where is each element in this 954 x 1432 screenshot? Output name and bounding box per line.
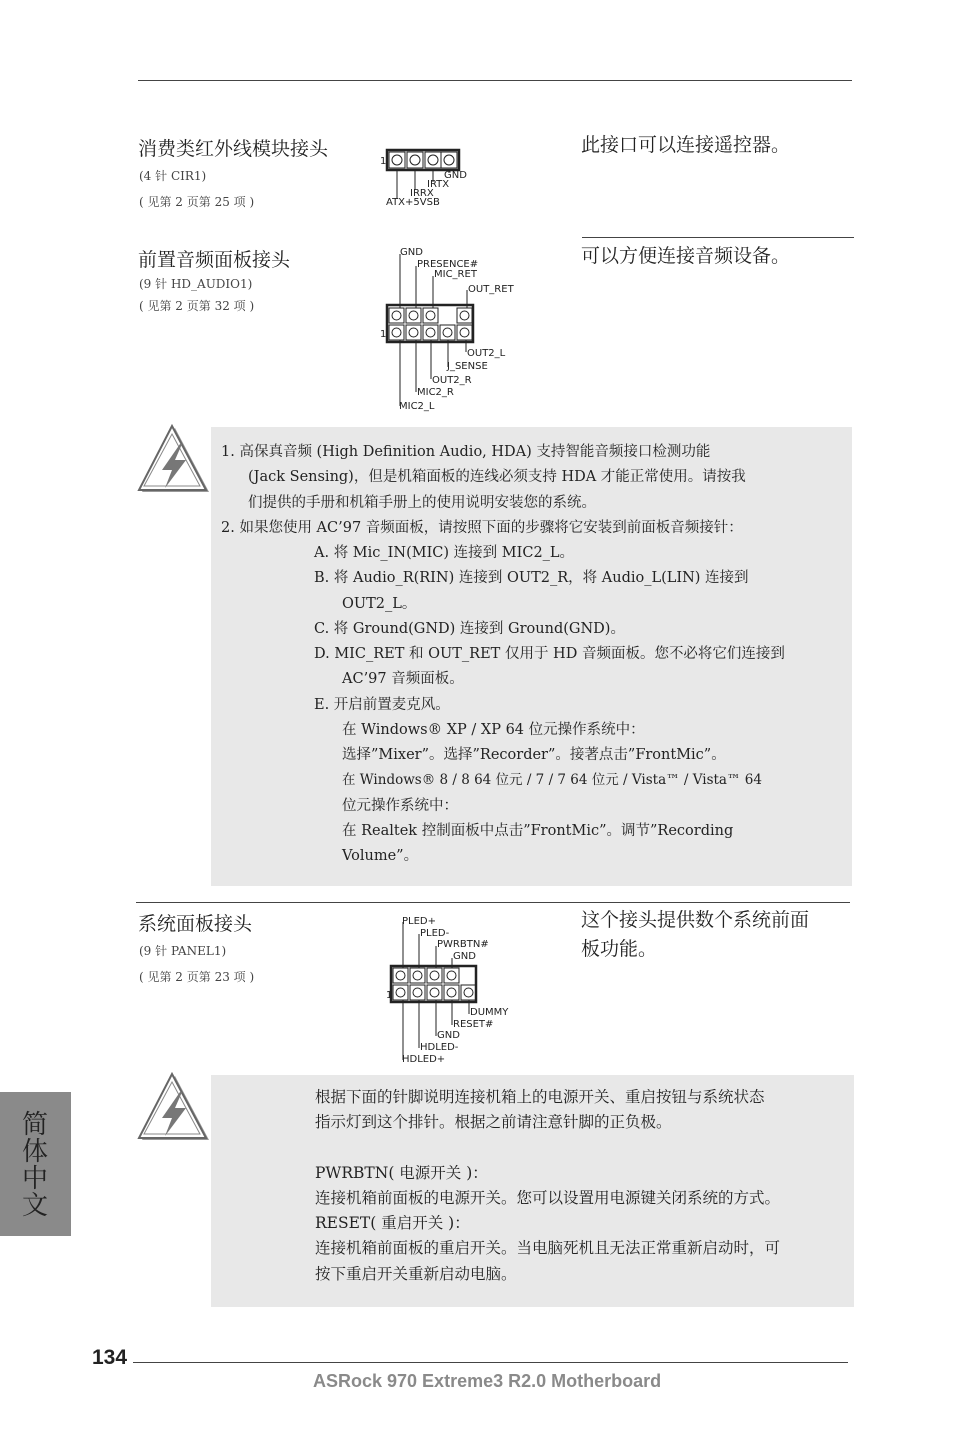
audio-note-line: 选择”Mixer”。选择”Recorder”。接著点击”FrontMic”。	[342, 747, 726, 763]
ir-header-title: 消费类红外线模块接头	[138, 138, 329, 160]
panel-desc-line: 板功能。	[581, 938, 658, 960]
audio-gnd-label: GND	[400, 247, 423, 258]
ir-atx-label: ATX+5VSB	[386, 197, 440, 208]
panel-reset-label: RESET#	[453, 1019, 494, 1030]
audio-note-line: 在 Realtek 控制面板中点击”FrontMic”。调节”Recording	[342, 823, 734, 839]
panel-note-line: 按下重启开关重新启动电脑。	[315, 1265, 517, 1283]
audio-out2-r-label: OUT2_R	[432, 375, 472, 386]
audio-note-line: 1. 高保真音频 (High Definition Audio, HDA) 支持智能音频接口检测功能	[221, 444, 711, 460]
audio-note-line: 2. 如果您使用 AC’97 音频面板，请按照下面的步骤将它安装到前面板音频接针：	[221, 520, 743, 536]
panel-note-line: RESET( 重启开关 )：	[315, 1214, 470, 1232]
audio-rule	[582, 237, 854, 238]
panel-header-pins: (9 针 PANEL1)	[139, 944, 227, 958]
panel-note-line: 指示灯到这个排针。根据之前请注意针脚的正负极。	[315, 1113, 672, 1131]
audio-mic2-r-label: MIC2_R	[417, 387, 454, 398]
ir-irrx-label: IRRX	[410, 188, 434, 199]
ir-gnd-label: GND	[444, 170, 467, 181]
audio-out2-l-label: OUT2_L	[467, 348, 506, 359]
audio-header-pins: (9 针 HD_AUDIO1)	[139, 277, 253, 291]
audio-note-line: 在 Windows® 8 / 8 64 位元 / 7 / 7 64 位元 / Vista™ / Vista™ 64	[342, 772, 762, 788]
panel-note-line: PWRBTN( 电源开关 )：	[315, 1164, 488, 1182]
audio-mic2-l-label: MIC2_L	[399, 401, 435, 412]
audio-note-line: C. 将 Ground(GND) 连接到 Ground(GND)。	[314, 621, 625, 637]
audio-j-sense-label: J_SENSE	[447, 361, 488, 372]
top-rule	[138, 80, 852, 81]
footer-product-name: ASRock 970 Extreme3 R2.0 Motherboard	[313, 1371, 662, 1391]
audio-pin-diagram	[378, 244, 528, 414]
panel-dummy-label: DUMMY	[470, 1007, 509, 1018]
audio-note-line: 在 Windows® XP / XP 64 位元操作系统中：	[342, 722, 645, 738]
panel-header-ref: ( 见第 2 页第 23 项 )	[139, 970, 255, 984]
panel-header-title: 系统面板接头	[138, 913, 253, 935]
panel-rule	[136, 902, 850, 903]
audio-note-line: E. 开启前置麦克风。	[314, 697, 450, 713]
panel-note-line: 连接机箱前面板的电源开关。您可以设置用电源键关闭系统的方式。	[315, 1189, 781, 1207]
audio-note-line: 们提供的手册和机箱手册上的使用说明安装您的系统。	[248, 495, 596, 511]
warning-icon	[136, 1072, 212, 1144]
audio-pin1-label: 1	[380, 329, 387, 340]
audio-note-line: A. 将 Mic_IN(MIC) 连接到 MIC2_L。	[314, 545, 575, 561]
panel-pwrbtn-label: PWRBTN#	[437, 939, 489, 950]
ir-pin1-label: 1	[380, 156, 387, 167]
ir-irtx-label: IRTX	[427, 179, 450, 190]
language-tab-label: 简体中文	[22, 1110, 49, 1221]
audio-note-line: AC’97 音频面板。	[342, 671, 464, 687]
panel-hdled-p-label: HDLED+	[402, 1054, 446, 1065]
audio-header-ref: ( 见第 2 页第 32 项 )	[139, 299, 255, 313]
panel-pled-p-label: PLED+	[402, 916, 436, 927]
page-number: 134	[92, 1346, 128, 1369]
panel-pled-n-label: PLED-	[420, 928, 450, 939]
panel-pin-diagram	[380, 910, 520, 1065]
audio-header-desc: 可以方便连接音频设备。	[581, 245, 791, 267]
audio-mic-ret-label: MIC_RET	[434, 269, 477, 280]
ir-header-ref: ( 见第 2 页第 25 项 )	[139, 195, 255, 209]
panel-hdled-n-label: HDLED-	[420, 1042, 459, 1053]
audio-note-line: Volume”。	[342, 848, 419, 864]
ir-header-desc: 此接口可以连接遥控器。	[581, 134, 791, 156]
panel-gnd-label: GND	[453, 951, 476, 962]
panel-header-desc	[581, 906, 809, 964]
panel-note-line: 连接机箱前面板的重启开关。当电脑死机且无法正常重新启动时，可	[315, 1239, 781, 1257]
ir-pin-diagram	[378, 145, 488, 210]
warning-icon	[136, 424, 212, 496]
audio-note-line: OUT2_L。	[342, 596, 417, 612]
audio-out-ret-label: OUT_RET	[468, 284, 514, 295]
audio-note-line: B. 将 Audio_R(RIN) 连接到 OUT2_R，将 Audio_L(LIN) 连接到	[314, 570, 749, 586]
panel-desc-line: 这个接头提供数个系统前面	[581, 909, 810, 931]
panel-gnd2-label: GND	[437, 1030, 460, 1041]
audio-note-line: 位元操作系统中：	[342, 798, 458, 814]
footer-rule	[133, 1362, 848, 1363]
ir-header-pins: (4 针 CIR1)	[139, 169, 207, 183]
audio-header-title: 前置音频面板接头	[138, 249, 291, 271]
panel-note-line: 根据下面的针脚说明连接机箱上的电源开关、重启按钮与系统状态	[315, 1088, 765, 1106]
audio-note-line: (Jack Sensing)，但是机箱面板的连线必须支持 HDA 才能正常使用。请按我	[248, 469, 746, 485]
audio-note-line: D. MIC_RET 和 OUT_RET 仅用于 HD 音频面板。您不必将它们连接到	[314, 646, 785, 662]
panel-pin1-label: 1	[386, 990, 393, 1001]
audio-presence-label: PRESENCE#	[417, 259, 479, 270]
